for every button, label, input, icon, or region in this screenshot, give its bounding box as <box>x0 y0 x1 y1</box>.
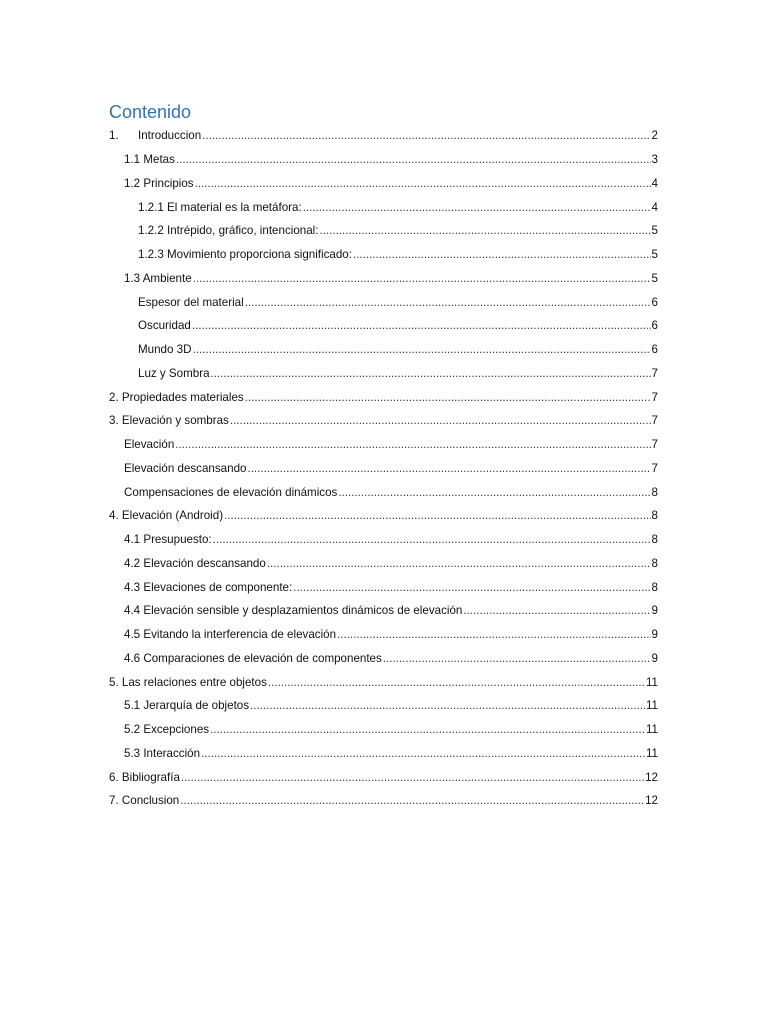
dot-leader <box>463 604 650 617</box>
toc-entry[interactable] <box>109 338 658 362</box>
toc-entry-title: 2. Propiedades materiales <box>109 390 244 404</box>
toc-entry-title: 6. Bibliografía <box>109 770 180 784</box>
toc-entry-title: Compensaciones de elevación dinámicos <box>124 485 338 499</box>
toc-entry-page-number: 12 <box>645 794 658 808</box>
toc-entry-title: 4.3 Elevaciones de componente: <box>124 580 293 594</box>
toc-entry-page-number: 7 <box>651 366 658 380</box>
dot-leader <box>303 201 651 214</box>
dot-leader <box>211 367 651 380</box>
toc-entry-title: 4.1 Presupuesto: <box>124 533 212 547</box>
toc-entry-page-number: 5 <box>651 248 658 262</box>
toc-entry-title: 4.5 Evitando la interferencia de elevación <box>124 628 337 642</box>
toc-entry-title: 5. Las relaciones entre objetos <box>109 675 267 689</box>
dot-leader <box>245 296 651 309</box>
dot-leader <box>245 391 651 404</box>
toc-entry-page-number: 9 <box>651 628 658 642</box>
toc-heading: Contenido <box>109 102 192 122</box>
toc-entry-title: 4.4 Elevación sensible y desplazamientos dinámicos de elevación <box>124 604 463 618</box>
dot-leader <box>247 462 650 475</box>
dot-leader <box>180 794 644 807</box>
toc-entry-title: 4.6 Comparaciones de elevación de componentes <box>124 651 382 665</box>
toc-entry[interactable] <box>109 528 658 552</box>
toc-entry-page-number: 7 <box>651 390 658 404</box>
toc-entry-title: Introduccion <box>138 129 202 143</box>
toc-entry-title: 7. Conclusion <box>109 794 180 808</box>
toc-entry[interactable] <box>109 362 658 386</box>
toc-entry-page-number: 9 <box>651 651 658 665</box>
toc-entry[interactable] <box>109 575 658 599</box>
toc-entry-title: 1.2 Principios <box>124 176 194 190</box>
toc-entry-page-number: 2 <box>651 129 658 143</box>
toc-entry[interactable] <box>109 195 658 219</box>
toc-entry-title: 4.2 Elevación descansando <box>124 556 266 570</box>
toc-entry[interactable] <box>109 504 658 528</box>
toc-entry[interactable] <box>109 124 658 148</box>
dot-leader <box>181 771 644 784</box>
toc-entry-title: 5.2 Excepciones <box>124 723 210 737</box>
toc-entry-title: Elevación <box>124 438 175 452</box>
toc-entry[interactable] <box>109 480 658 504</box>
toc-entry-title: 3. Elevación y sombras <box>109 414 229 428</box>
toc-entry-page-number: 8 <box>651 580 658 594</box>
dot-leader <box>337 628 651 641</box>
toc-entry-page-number: 6 <box>651 295 658 309</box>
toc-entry-title: Espesor del material <box>138 295 244 309</box>
toc-entry-title: Mundo 3D <box>138 343 192 357</box>
toc-entry[interactable] <box>109 457 658 481</box>
toc-entry-page-number: 4 <box>651 176 658 190</box>
dot-leader <box>230 414 651 427</box>
toc-entry-page-number: 11 <box>645 746 658 760</box>
toc-entry[interactable] <box>109 243 658 267</box>
toc-entry-title: 4. Elevación (Android) <box>109 509 224 523</box>
toc-entry[interactable] <box>109 219 658 243</box>
toc-entry-page-number: 7 <box>651 461 658 475</box>
toc-entry-title: Luz y Sombra <box>138 366 210 380</box>
toc-entry-title: Elevación descansando <box>124 461 247 475</box>
dot-leader <box>268 676 645 689</box>
dot-leader <box>195 177 651 190</box>
toc-entry-title: Oscuridad <box>138 319 191 333</box>
toc-entry-page-number: 7 <box>651 414 658 428</box>
toc-entry-page-number: 8 <box>651 509 658 523</box>
toc-entry-page-number: 4 <box>651 200 658 214</box>
toc-entry[interactable] <box>109 742 658 766</box>
toc-entry-number: 1. <box>109 129 119 143</box>
toc-entry[interactable] <box>109 694 658 718</box>
toc-entry-page-number: 5 <box>651 271 658 285</box>
toc-entry[interactable] <box>109 314 658 338</box>
toc-entry[interactable] <box>109 148 658 172</box>
dot-leader <box>192 319 651 332</box>
dot-leader <box>224 509 650 522</box>
dot-leader <box>193 272 651 285</box>
toc-entry-title: 1.2.2 Intrépido, gráfico, intencional: <box>138 224 319 238</box>
dot-leader <box>210 723 645 736</box>
toc-entry-page-number: 3 <box>651 153 658 167</box>
toc-entry-page-number: 6 <box>651 319 658 333</box>
dot-leader <box>293 581 650 594</box>
toc-entry-title: 1.1 Metas <box>124 153 175 167</box>
toc-entry[interactable] <box>109 552 658 576</box>
toc-entry-page-number: 11 <box>645 675 658 689</box>
toc-entry[interactable] <box>109 623 658 647</box>
toc-entry-page-number: 5 <box>651 224 658 238</box>
table-of-contents <box>109 124 658 813</box>
dot-leader <box>319 224 650 237</box>
dot-leader <box>267 557 651 570</box>
toc-entry-page-number: 9 <box>651 604 658 618</box>
toc-entry-page-number: 6 <box>651 343 658 357</box>
dot-leader <box>213 533 651 546</box>
toc-entry-page-number: 11 <box>645 699 658 713</box>
dot-leader <box>202 129 650 142</box>
toc-entry[interactable] <box>109 385 658 409</box>
dot-leader <box>338 486 650 499</box>
toc-entry[interactable] <box>109 433 658 457</box>
toc-entry[interactable] <box>109 172 658 196</box>
toc-entry-page-number: 8 <box>651 556 658 570</box>
toc-entry-page-number: 8 <box>651 533 658 547</box>
toc-entry-title: 5.3 Interacción <box>124 746 201 760</box>
dot-leader <box>201 747 645 760</box>
toc-entry[interactable] <box>109 765 658 789</box>
dot-leader <box>383 652 651 665</box>
toc-entry[interactable] <box>109 789 658 813</box>
toc-entry[interactable] <box>109 670 658 694</box>
toc-entry-page-number: 8 <box>651 485 658 499</box>
dot-leader <box>353 248 651 261</box>
dot-leader <box>193 343 651 356</box>
toc-entry-page-number: 12 <box>645 770 658 784</box>
toc-entry-page-number: 7 <box>651 438 658 452</box>
toc-entry[interactable] <box>109 647 658 671</box>
toc-entry[interactable] <box>109 267 658 291</box>
dot-leader <box>175 438 650 451</box>
dot-leader <box>250 699 645 712</box>
toc-entry-page-number: 11 <box>645 723 658 737</box>
toc-entry-title: 1.2.1 El material es la metáfora: <box>138 200 302 214</box>
toc-entry[interactable] <box>109 718 658 742</box>
toc-entry-title: 1.3 Ambiente <box>124 271 192 285</box>
toc-entry[interactable] <box>109 290 658 314</box>
toc-entry-title: 1.2.3 Movimiento proporciona significado: <box>138 248 352 262</box>
toc-entry[interactable] <box>109 409 658 433</box>
toc-entry-title: 5.1 Jerarquía de objetos <box>124 699 250 713</box>
toc-entry[interactable] <box>109 599 658 623</box>
dot-leader <box>176 153 651 166</box>
